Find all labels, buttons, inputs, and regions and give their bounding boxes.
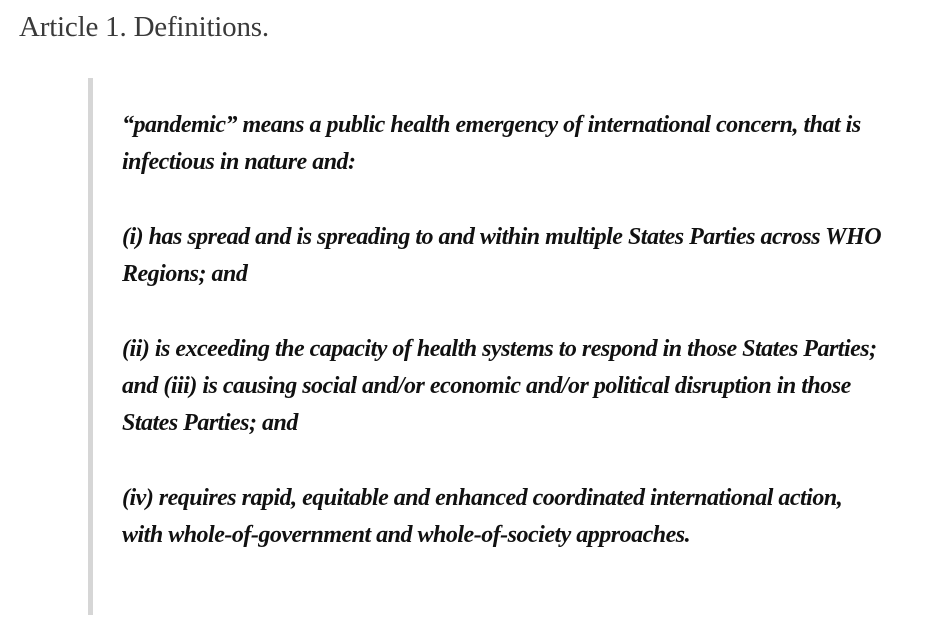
definition-paragraph-clause-iv: (iv) requires rapid, equitable and enhanced coordinated international action, with whole-of-government and whole-of-society approaches. [122, 485, 843, 548]
definition-paragraph-clause-i: (i) has spread and is spreading to and within multiple States Parties across WHO Regions; and [122, 224, 882, 287]
definition-paragraph-pandemic: “pandemic” means a public health emergency of international concern, that is infectious in nature and: [122, 112, 861, 175]
definition-paragraph-clause-ii-iii: (ii) is exceeding the capacity of health systems to respond in those States Parties; and (iii) is causing social and/or economic and/or political disruption in those States Parties; and [122, 336, 877, 436]
article-heading: Article 1. Definitions. [19, 11, 269, 43]
definition-blockquote [88, 78, 888, 615]
